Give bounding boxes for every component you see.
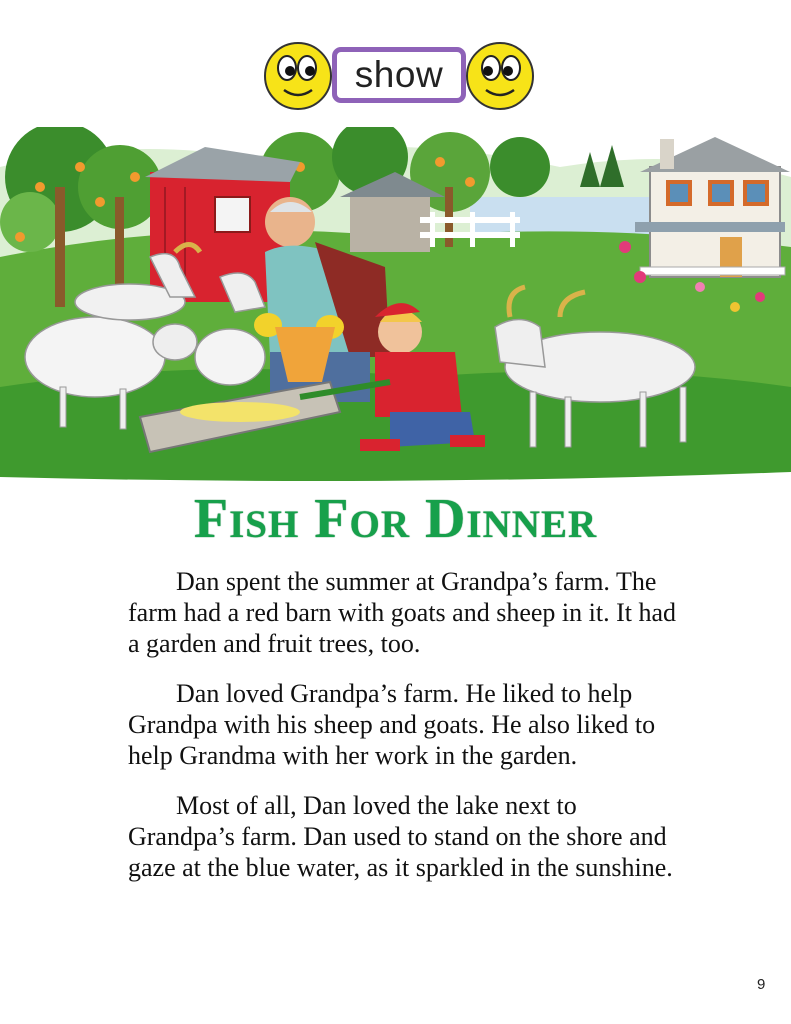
page-number: 9 xyxy=(757,976,766,993)
sight-word: show xyxy=(332,47,466,103)
story-paragraph: Most of all, Dan loved the lake next to Grandpa’s farm. Dan used to stand on the shore and gaze at the blue water, as it sparkled in the sunshine. xyxy=(128,791,673,882)
story-body xyxy=(128,566,688,902)
sight-word-badge xyxy=(262,40,534,112)
smiley-face-icon xyxy=(262,40,334,112)
smiley-face-icon xyxy=(464,40,536,112)
story-title: Fish For Dinner xyxy=(193,488,598,550)
story-paragraph: Dan loved Grandpa’s farm. He liked to help Grandpa with his sheep and goats. He also liked to help Grandma with her work in the garden. xyxy=(128,679,656,770)
farm-illustration xyxy=(0,127,791,484)
story-paragraph: Dan spent the summer at Grandpa’s farm. The farm had a red barn with goats and sheep in it. It had a garden and fruit trees, too. xyxy=(128,567,676,658)
